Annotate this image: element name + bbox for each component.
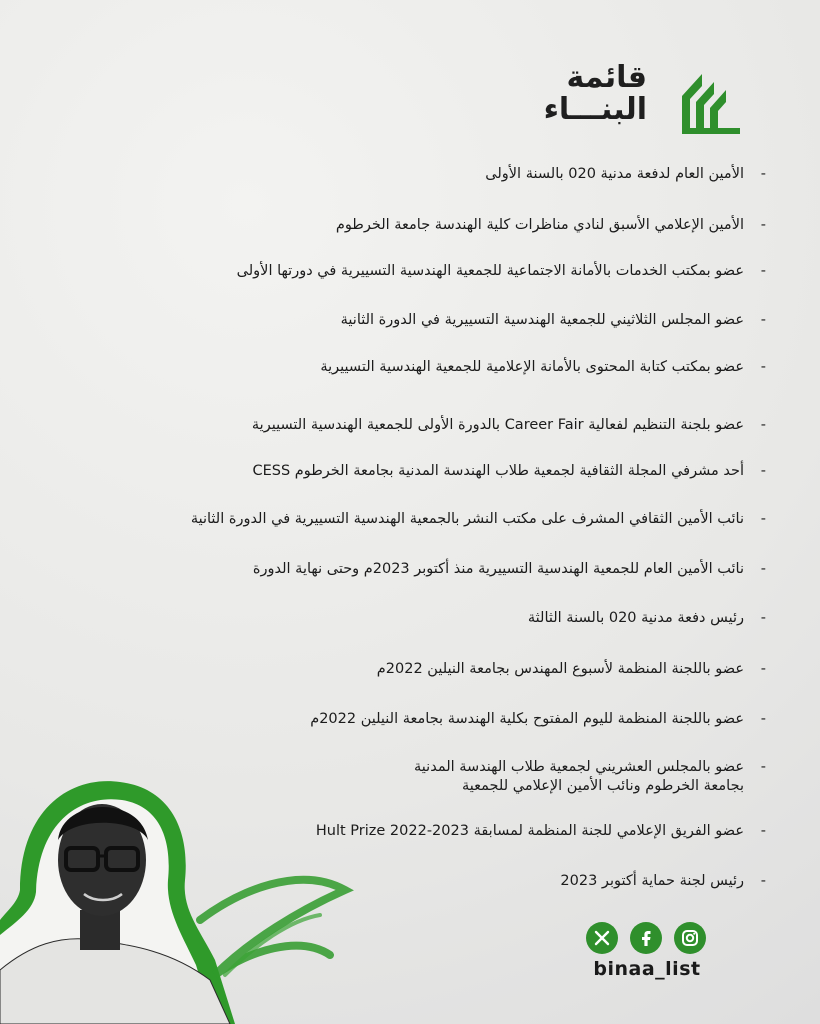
facebook-icon[interactable] [630,922,662,954]
social-handle: binaa_list [593,958,701,980]
brand-title-line2: البنـــاء [543,92,647,127]
list-item: - عضو بلجنة التنظيم لفعالية Career Fair بالدورة الأولى للجمعية الهندسية التسييرية [40,416,770,435]
brand-logo [543,60,742,136]
portrait-illustration [0,770,370,1024]
list-item: - عضو الفريق الإعلامي للجنة المنظمة لمسابقة Hult Prize 2022-2023 [40,822,770,841]
list-item: - عضو المجلس الثلاثيني للجمعية الهندسية التسييرية في الدورة الثانية [40,311,770,330]
brand-title-line1: قائمة [566,60,647,95]
list-item: - الأمين الإعلامي الأسبق لنادي مناظرات كلية الهندسة جامعة الخرطوم [40,216,770,235]
list-item: - عضو باللجنة المنظمة لأسبوع المهندس بجامعة النيلين 2022م [40,660,770,679]
list-item: - نائب الأمين الثقافي المشرف على مكتب النشر بالجمعية الهندسية التسييرية في الدورة الثانية [40,510,770,529]
list-item: - رئيس لجنة حماية أكتوبر 2023 [40,872,770,891]
x-icon[interactable] [586,922,618,954]
list-item: - عضو بمكتب الخدمات بالأمانة الاجتماعية للجمعية الهندسية التسييرية في دورتها الأولى [40,262,770,281]
list-item: - عضو باللجنة المنظمة لليوم المفتوح بكلية الهندسة بجامعة النيلين 2022م [40,710,770,729]
brand-title [447,62,647,126]
list-item: - رئيس دفعة مدنية 020 بالسنة الثالثة [40,609,770,628]
list-item: - الأمين العام لدفعة مدنية 020 بالسنة الأولى [40,165,770,184]
list-item: - عضو بالمجلس العشريني لجمعية طلاب الهندسة المدنية بجامعة الخرطوم ونائب الأمين الإعلامي للجمعية [410,758,770,796]
list-item: - أحد مشرفي المجلة الثقافية لجمعية طلاب الهندسة المدنية بجامعة الخرطوم CESS [40,462,770,481]
instagram-icon[interactable] [674,922,706,954]
social-icons [586,922,706,958]
logo-mark-icon [680,66,742,134]
list-item: - عضو بمكتب كتابة المحتوى بالأمانة الإعلامية للجمعية الهندسية التسييرية [40,358,770,377]
list-item: - نائب الأمين العام للجمعية الهندسية التسييرية منذ أكتوبر 2023م وحتى نهاية الدورة [40,560,770,579]
